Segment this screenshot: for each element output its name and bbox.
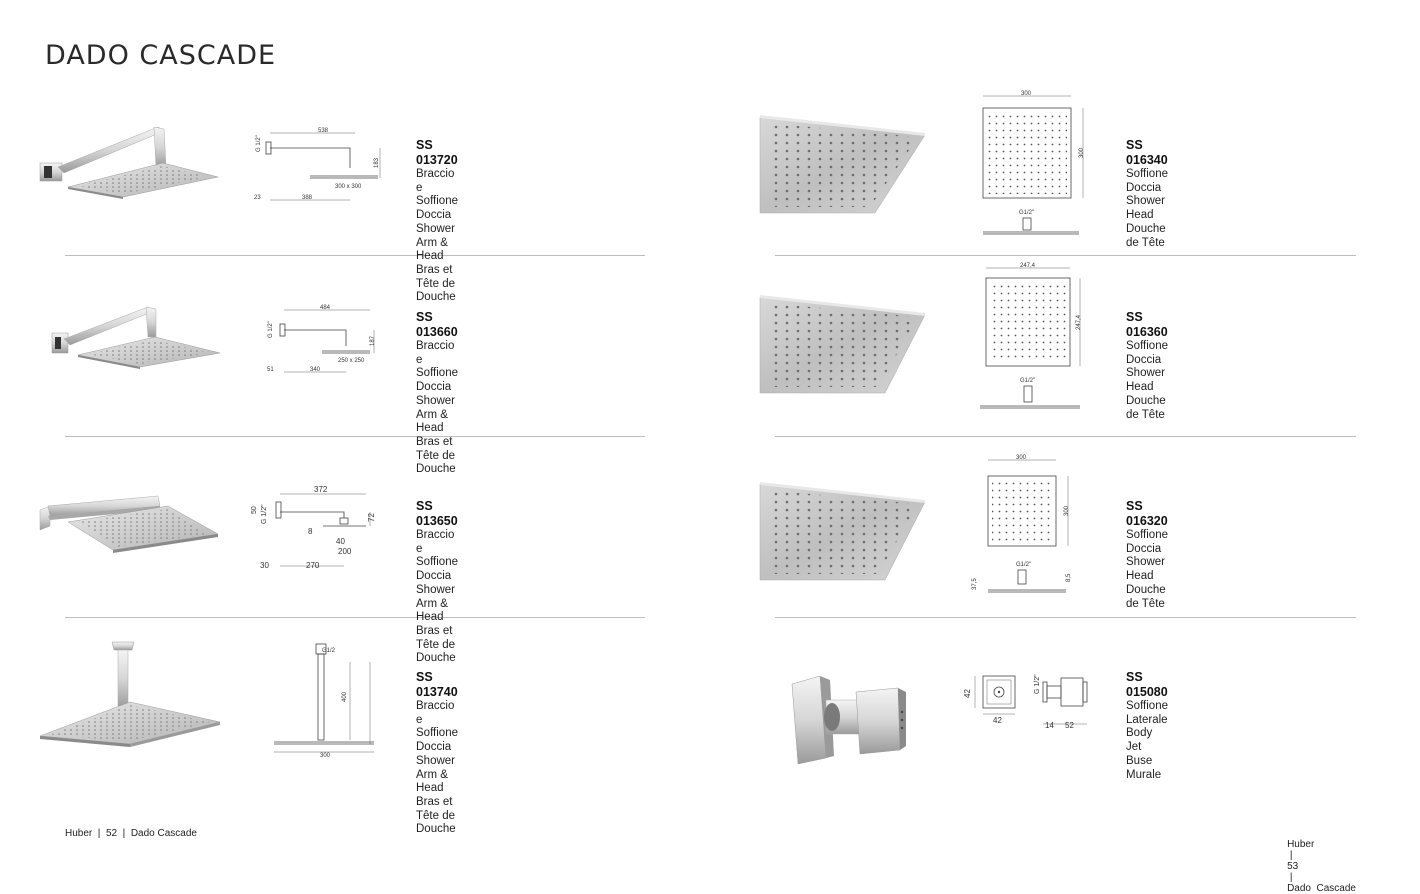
desc-it: Soffione Doccia [1126, 529, 1168, 555]
desc-fr: Bras et Tête de Douche [416, 435, 456, 476]
dim-height: 183 [374, 157, 380, 168]
product-photo [38, 492, 223, 554]
technical-drawing [965, 668, 1105, 733]
product-code: SS 016340 [1126, 138, 1168, 167]
dim-width: 247,4 [1020, 263, 1036, 269]
technical-drawing [248, 484, 388, 574]
product-code: SS 013650 [416, 499, 458, 528]
product-code: SS 015080 [1126, 670, 1168, 699]
product-photo [38, 640, 223, 750]
footer-sep: | [119, 828, 129, 839]
product-photo [760, 295, 930, 395]
dim-height: 400 [342, 691, 348, 702]
product-info [416, 138, 458, 305]
desc-it: Braccio e Soffione Doccia [416, 168, 458, 222]
dim-width: 372 [314, 485, 328, 494]
desc-it: Braccio e Soffione Doccia [416, 700, 458, 754]
dim-length: 52 [1065, 721, 1074, 730]
dim-width: 538 [318, 128, 329, 134]
desc-en: Shower Head [1126, 195, 1165, 222]
dim-wall: 51 [267, 367, 274, 373]
dim-head: 300 x 300 [335, 184, 362, 190]
technical-drawing [270, 640, 380, 760]
divider [775, 436, 1356, 437]
product-code: SS 016320 [1126, 499, 1168, 528]
dim-thread: G1/2" [1019, 210, 1035, 216]
dim-thread: G1/2" [1020, 378, 1036, 384]
desc-fr: Douche de Tête [1126, 394, 1166, 421]
product-code: SS 013720 [416, 138, 458, 167]
product-photo [760, 115, 930, 215]
product-photo [790, 672, 910, 767]
product-info [416, 670, 458, 837]
technical-drawing [970, 262, 1095, 417]
desc-fr: Buse Murale [1126, 754, 1162, 781]
divider [65, 617, 645, 618]
dim-thread: G 1/2" [268, 321, 274, 338]
divider [65, 255, 645, 256]
dim-depth: 8 [308, 527, 313, 536]
dim-wall: 23 [254, 195, 261, 201]
desc-en: Shower Head [1126, 367, 1165, 394]
footer-sep: | [95, 828, 104, 839]
footer-left [65, 828, 197, 839]
footer-section: Dado Cascade [1287, 883, 1356, 894]
technical-drawing [968, 452, 1093, 602]
footer-section: Dado Cascade [130, 828, 197, 839]
dim-width: 484 [320, 305, 331, 311]
product-info [1126, 499, 1168, 611]
dim-height: 187 [370, 335, 376, 346]
dim-width: 300 [1016, 455, 1027, 461]
product-code: SS 013660 [416, 310, 458, 339]
dim-head: 200 [338, 547, 352, 556]
dim-arm: 388 [302, 195, 313, 201]
desc-fr: Bras et Tête de Douche [416, 263, 456, 304]
desc-en: Shower Head [1126, 556, 1165, 583]
product-photo [50, 305, 225, 370]
dim-arm: 340 [310, 367, 321, 373]
dim-width: 300 [1021, 91, 1032, 97]
product-info [416, 499, 458, 666]
divider [775, 617, 1356, 618]
dim-width: 42 [993, 716, 1002, 725]
desc-fr: Bras et Tête de Douche [416, 624, 456, 665]
product-info [1126, 670, 1168, 782]
footer-brand: Huber [1287, 839, 1315, 850]
dim-thread: G 1/2" [261, 504, 268, 524]
dim-height: 42 [963, 689, 972, 698]
desc-fr: Bras et Tête de Douche [416, 795, 456, 836]
dim-height: 72 [367, 513, 376, 522]
desc-fr: Douche de Tête [1126, 583, 1166, 610]
dim-height: 300 [1079, 147, 1085, 158]
page-title: DADO CASCADE [45, 40, 277, 71]
product-code: SS 016360 [1126, 310, 1168, 339]
dim-width: 300 [320, 753, 331, 759]
dim-wall: 30 [260, 561, 269, 570]
product-info [1126, 138, 1168, 250]
technical-drawing [965, 92, 1090, 242]
product-info [1126, 310, 1168, 422]
technical-drawing [262, 306, 387, 376]
desc-it: Soffione Doccia [1126, 168, 1168, 194]
product-photo [38, 125, 223, 200]
dim-depth: 37,5 [972, 578, 978, 590]
desc-en: Shower Arm & Head [416, 394, 455, 435]
desc-fr: Douche de Tête [1126, 222, 1166, 249]
desc-it: Soffione Laterale [1126, 700, 1168, 726]
desc-en: Shower Arm & Head [416, 222, 455, 263]
dim-cone: 40 [336, 537, 345, 546]
footer-sep: | [1287, 872, 1296, 883]
footer-page-number: 53 [1287, 861, 1299, 872]
desc-en: Body Jet [1126, 727, 1153, 754]
footer-right [1282, 828, 1357, 894]
divider [775, 255, 1356, 256]
dim-thread: G1/2" [1016, 562, 1032, 568]
dim-height: 247,4 [1076, 314, 1082, 330]
dim-thread: G1/2 [322, 648, 336, 654]
product-info [416, 310, 458, 477]
footer-brand: Huber [65, 828, 93, 839]
divider [65, 436, 645, 437]
dim-head: 250 x 250 [338, 358, 365, 364]
dim-flange: 14 [1045, 721, 1054, 730]
footer-page-number: 52 [105, 828, 118, 839]
desc-it: Soffione Doccia [1126, 340, 1168, 366]
product-photo [760, 482, 930, 582]
dim-arm: 270 [306, 561, 320, 570]
dim-height: 300 [1064, 505, 1070, 516]
desc-en: Shower Arm & Head [416, 583, 455, 624]
technical-drawing [250, 128, 390, 206]
desc-en: Shower Arm & Head [416, 754, 455, 795]
footer-sep: | [1287, 850, 1296, 861]
desc-it: Braccio e Soffione Doccia [416, 529, 458, 583]
dim-plate: 8,5 [1066, 573, 1072, 582]
dim-thread: G 1/2" [1034, 674, 1041, 694]
desc-it: Braccio e Soffione Doccia [416, 340, 458, 394]
dim-thread: G 1/2" [256, 135, 262, 152]
dim-plate: 50 [251, 506, 258, 514]
product-code: SS 013740 [416, 670, 458, 699]
